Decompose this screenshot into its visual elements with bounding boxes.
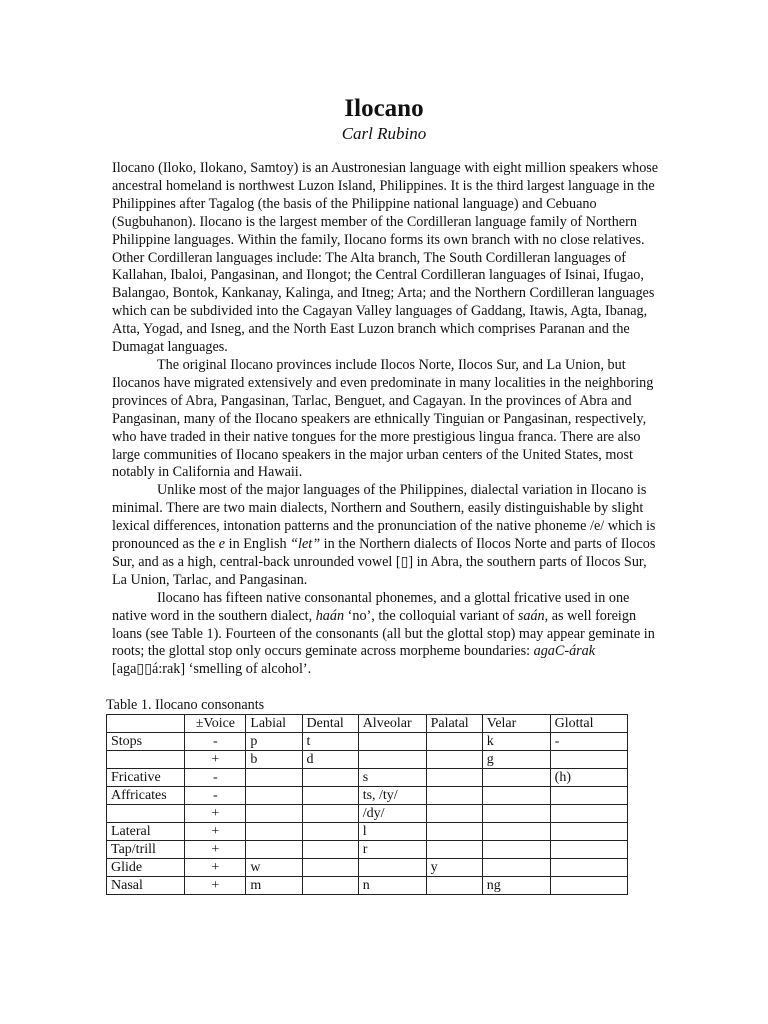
table-cell bbox=[246, 769, 302, 787]
table-row bbox=[107, 733, 628, 751]
table-cell: d bbox=[302, 751, 358, 769]
row-label bbox=[107, 751, 185, 769]
table-cell bbox=[246, 841, 302, 859]
table-cell bbox=[426, 877, 482, 895]
table-cell bbox=[482, 841, 550, 859]
table-cell bbox=[550, 751, 627, 769]
table-cell: + bbox=[185, 859, 246, 877]
table-cell bbox=[302, 877, 358, 895]
text-segment: [aga▯▯á:rak] ‘smelling of alcohol’. bbox=[112, 661, 312, 678]
table-cell: + bbox=[185, 805, 246, 823]
row-label: Affricates bbox=[107, 787, 185, 805]
table-cell bbox=[302, 823, 358, 841]
table-cell: b bbox=[246, 751, 302, 769]
table-cell bbox=[302, 841, 358, 859]
table-header-row bbox=[107, 715, 628, 733]
column-header: Labial bbox=[246, 715, 302, 733]
row-label: Stops bbox=[107, 733, 185, 751]
table-cell: k bbox=[482, 733, 550, 751]
table-cell: + bbox=[185, 877, 246, 895]
paragraph bbox=[112, 357, 660, 482]
table-row bbox=[107, 751, 628, 769]
table-cell bbox=[426, 751, 482, 769]
table-cell: n bbox=[358, 877, 426, 895]
text-segment: ‘no’, the colloquial variant of bbox=[344, 607, 518, 624]
italic-text: agaC-árak bbox=[533, 643, 596, 660]
column-header: Alveolar bbox=[358, 715, 426, 733]
table-cell bbox=[426, 805, 482, 823]
table-row bbox=[107, 859, 628, 877]
table-cell: m bbox=[246, 877, 302, 895]
paragraph bbox=[112, 590, 660, 680]
column-header bbox=[107, 715, 185, 733]
table-cell bbox=[550, 841, 627, 859]
table-cell bbox=[302, 805, 358, 823]
table-row bbox=[107, 841, 628, 859]
table-row bbox=[107, 877, 628, 895]
paragraph bbox=[112, 482, 660, 589]
column-header: Dental bbox=[302, 715, 358, 733]
table-cell: (h) bbox=[550, 769, 627, 787]
italic-text: haán bbox=[315, 607, 345, 624]
page-title: Ilocano bbox=[344, 95, 424, 122]
paragraph bbox=[112, 160, 660, 357]
table-cell: + bbox=[185, 751, 246, 769]
table-cell bbox=[426, 841, 482, 859]
text-segment: Ilocano (Iloko, Ilokano, Samtoy) is an Austronesian language with eight million speakers whose ancestral homeland is northwest Luzon Island, Philippines. It is the third largest language in the Philippines after Tagalog (the basis of the Philippine national language) and Cebuano (Sugbuhanon). Ilocano is the largest member of the Cordilleran language family of Northern Philippine languages. Within the family, Ilocano forms its own branch with no close relatives. Other Cordilleran languages include: The Alta branch, The South Cordilleran languages of Kallahan, Ibaloi, Pangasinan, and Ilongot; the Central Cordilleran languages of Isinai, Ifugao, Balangao, Bontok, Kankanay, Kalinga, and Itneg; Arta; and the Northern Cordilleran languages which can be subdivided into the Cagayan Valley languages of Gaddang, Itawis, Agta, Ibanag, Atta, Yogad, and Isneg, and the North East Luzon branch which comprises Paranan and the Dumagat languages. bbox=[112, 160, 659, 356]
text-segment: The original Ilocano provinces include Ilocos Norte, Ilocos Sur, and La Union, but Ilocanos have migrated extensively and even predominate in many localities in the neighboring provinces of Abra, Pangasinan, Tarlac, Benguet, and Cagayan. In the provinces of Abra and Pangasinan, many of the Ilocano speakers are ethnically Tinguian or Pangasinan, respectively, who have traded in their native tongues for the more prestigious lingua franca. There are also large communities of Ilocano speakers in the major urban centers of the United States, most notably in California and Hawaii. bbox=[112, 356, 654, 481]
table-cell: - bbox=[185, 733, 246, 751]
table-cell bbox=[482, 859, 550, 877]
table-cell: l bbox=[358, 823, 426, 841]
table-cell: g bbox=[482, 751, 550, 769]
table-cell bbox=[550, 787, 627, 805]
column-header: ±Voice bbox=[185, 715, 246, 733]
row-label: Fricative bbox=[107, 769, 185, 787]
table-cell: /dy/ bbox=[358, 805, 426, 823]
table-cell bbox=[550, 877, 627, 895]
row-label: Lateral bbox=[107, 823, 185, 841]
text-segment: in English bbox=[225, 536, 291, 553]
table-row bbox=[107, 823, 628, 841]
table-cell: - bbox=[185, 769, 246, 787]
column-header: Velar bbox=[482, 715, 550, 733]
table-cell: r bbox=[358, 841, 426, 859]
column-header: Glottal bbox=[550, 715, 627, 733]
table-cell bbox=[358, 733, 426, 751]
table-cell: ts, /ty/ bbox=[358, 787, 426, 805]
table-cell: + bbox=[185, 841, 246, 859]
text-segment: in the Northern dialects of Ilocos Norte and parts of Ilocos Sur, and as a high, central-back unrounded vowel [▯] in Abra, the southern parts of Ilocos Sur, La Union, Tarlac, and Pangasinan. bbox=[112, 536, 656, 588]
table-cell bbox=[482, 823, 550, 841]
table-cell bbox=[426, 787, 482, 805]
table-cell bbox=[246, 823, 302, 841]
table-cell bbox=[482, 787, 550, 805]
table-cell: + bbox=[185, 823, 246, 841]
table-cell bbox=[358, 859, 426, 877]
author-name: Carl Rubino bbox=[341, 124, 427, 143]
table-cell bbox=[302, 859, 358, 877]
text-segment: Ilocano has fifteen native consonantal phonemes, and a glottal fricative used in one native word in the southern dialect, bbox=[112, 589, 630, 624]
table-cell bbox=[426, 823, 482, 841]
table-cell: - bbox=[550, 733, 627, 751]
table-body bbox=[107, 733, 628, 895]
table-cell bbox=[358, 751, 426, 769]
table-cell bbox=[482, 769, 550, 787]
table-cell bbox=[246, 787, 302, 805]
table-cell bbox=[482, 805, 550, 823]
table-row bbox=[107, 805, 628, 823]
table-cell bbox=[246, 805, 302, 823]
text-segment: Unlike most of the major languages of the Philippines, dialectal variation in Ilocano is minimal. There are two main dialects, Northern and Southern, easily distinguishable by slight lexical differences, intonation patterns and the pronunciation of the native phoneme /e/ which is pronounced as the bbox=[112, 482, 656, 553]
table-cell bbox=[302, 787, 358, 805]
table-cell bbox=[550, 823, 627, 841]
row-label bbox=[107, 805, 185, 823]
table-cell bbox=[426, 733, 482, 751]
table-cell: w bbox=[246, 859, 302, 877]
table-cell bbox=[426, 769, 482, 787]
table-row bbox=[107, 787, 628, 805]
table-cell bbox=[550, 859, 627, 877]
row-label: Nasal bbox=[107, 877, 185, 895]
consonants-table bbox=[106, 714, 628, 895]
table-cell bbox=[550, 805, 627, 823]
table-row bbox=[107, 769, 628, 787]
table-cell: - bbox=[185, 787, 246, 805]
table-caption: Table 1. Ilocano consonants bbox=[106, 697, 265, 713]
table-cell: ng bbox=[482, 877, 550, 895]
table-header bbox=[107, 715, 628, 733]
table-cell: y bbox=[426, 859, 482, 877]
table-cell: p bbox=[246, 733, 302, 751]
text-segment: , as well foreign loans (see Table 1). Fourteen of the consonants (all but the glottal stop) may appear geminate in roots; the glottal stop only occurs geminate across morpheme boundaries: bbox=[112, 607, 655, 660]
body-text bbox=[112, 160, 660, 679]
italic-text: “let” bbox=[290, 536, 321, 553]
table-cell: s bbox=[358, 769, 426, 787]
row-label: Glide bbox=[107, 859, 185, 877]
column-header: Palatal bbox=[426, 715, 482, 733]
table-cell bbox=[302, 769, 358, 787]
italic-text: e bbox=[218, 536, 226, 553]
table-cell: t bbox=[302, 733, 358, 751]
italic-text: saán bbox=[517, 607, 545, 624]
row-label: Tap/trill bbox=[107, 841, 185, 859]
